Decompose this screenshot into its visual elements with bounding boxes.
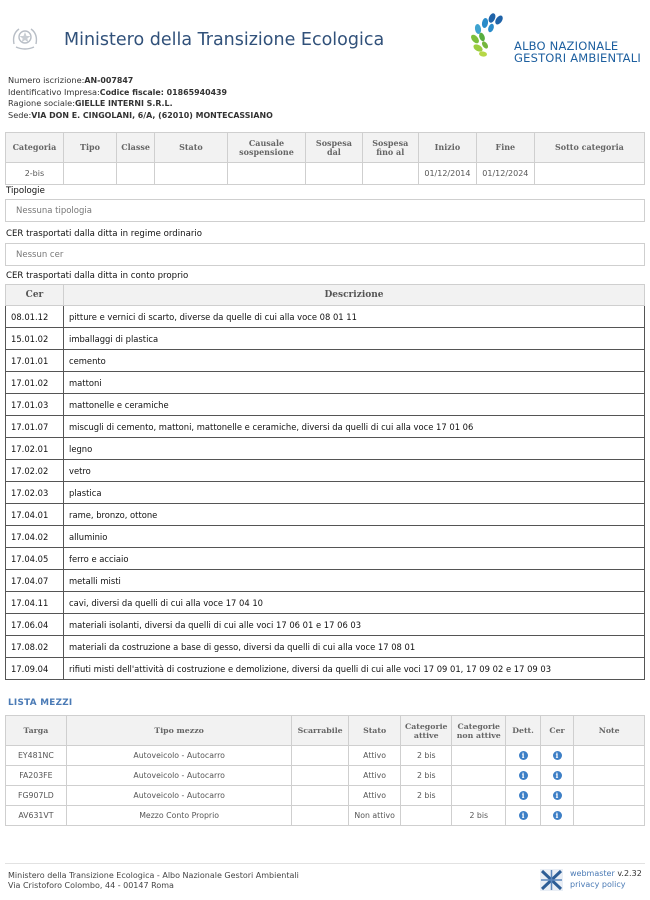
sede [8, 110, 273, 122]
table-cell: Attivo [348, 786, 401, 806]
italian-republic-emblem-icon [10, 24, 40, 52]
page-header [0, 0, 650, 72]
cer-description: pitture e vernici di scarto, diverse da quelle di cui alla voce 08 01 11 [64, 306, 645, 328]
column-header: Classe [117, 133, 155, 163]
column-header: Stato [155, 133, 228, 163]
column-header: Dett. [506, 716, 540, 746]
cer-code: 17.02.03 [6, 482, 64, 504]
table-cell: FA203FE [6, 766, 67, 786]
column-header: Sospesa fino al [362, 133, 418, 163]
dett-info-icon[interactable]: i [519, 811, 528, 820]
column-header: Tipo mezzo [66, 716, 292, 746]
cer-description: materiali da costruzione a base di gesso, diversi da quelli di cui alla voce 17 08 01 [64, 636, 645, 658]
cer-code: 17.02.01 [6, 438, 64, 460]
column-header: Categorie attive [401, 716, 452, 746]
column-header: Scarrabile [292, 716, 348, 746]
table-cell: Attivo [348, 766, 401, 786]
table-cell [506, 806, 540, 826]
cer-code: 17.09.04 [6, 658, 64, 680]
version-text: v.2.32 [617, 869, 642, 878]
footer-line-2: Via Cristoforo Colombo, 44 - 00147 Roma [8, 881, 174, 890]
table-row [6, 766, 645, 786]
cer-description: alluminio [64, 526, 645, 548]
ragione-sociale [8, 98, 273, 110]
cer-code: 17.04.05 [6, 548, 64, 570]
table-row [6, 636, 645, 658]
column-header: Note [574, 716, 645, 746]
numero-iscrizione [8, 75, 273, 87]
table-cell [401, 806, 452, 826]
cer-code: 17.04.07 [6, 570, 64, 592]
note-cell [574, 786, 645, 806]
cer-description: rame, bronzo, ottone [64, 504, 645, 526]
dett-info-icon[interactable]: i [519, 751, 528, 760]
table-cell [540, 786, 574, 806]
table-cell [292, 746, 348, 766]
ministry-title: Ministero della Transizione Ecologica [64, 30, 385, 50]
numero-value: AN-007847 [84, 76, 134, 85]
albo-line-2: GESTORI AMBIENTALI [514, 51, 641, 65]
table-cell [306, 163, 362, 185]
column-header: Categoria [6, 133, 64, 163]
ragione-value: GIELLE INTERNI S.R.L. [74, 99, 173, 108]
table-row [6, 504, 645, 526]
categories-table [5, 132, 645, 185]
column-header: Categorie non attive [452, 716, 506, 746]
dett-info-icon[interactable]: i [519, 771, 528, 780]
mezzi-table [5, 715, 645, 826]
column-header: Sotto categoria [534, 133, 644, 163]
cer-description: ferro e acciaio [64, 548, 645, 570]
cer-code: 17.01.02 [6, 372, 64, 394]
tipologie-label: Tipologie [6, 186, 45, 196]
cer-proprio-table [5, 284, 645, 680]
table-row [6, 350, 645, 372]
table-row [6, 570, 645, 592]
table-cell: Attivo [348, 746, 401, 766]
column-header: Cer [540, 716, 574, 746]
table-cell [452, 786, 506, 806]
table-cell [63, 163, 116, 185]
table-cell [506, 746, 540, 766]
table-cell: 2 bis [401, 746, 452, 766]
table-cell [506, 786, 540, 806]
column-header: Fine [476, 133, 534, 163]
table-cell [506, 766, 540, 786]
sede-value: VIA DON E. CINGOLANI, 6/A, (62010) MONTECASSIANO [31, 110, 273, 120]
company-info [8, 75, 273, 121]
table-cell: 2-bis [6, 163, 64, 185]
table-cell [292, 786, 348, 806]
table-cell: Autoveicolo - Autocarro [66, 786, 292, 806]
column-header: Descrizione [64, 285, 645, 306]
column-header: Inizio [418, 133, 476, 163]
ragione-label: Ragione sociale: [8, 98, 75, 108]
table-cell: EY481NC [6, 746, 67, 766]
cer-description: mattoni [64, 372, 645, 394]
cer-description: metalli misti [64, 570, 645, 592]
cer-code: 15.01.02 [6, 328, 64, 350]
table-row [6, 416, 645, 438]
table-row [6, 746, 645, 766]
cer-info-icon[interactable]: i [553, 771, 562, 780]
table-cell [540, 746, 574, 766]
identificativo-impresa [8, 87, 273, 99]
lista-mezzi-title: LISTA MEZZI [8, 698, 73, 708]
table-cell: Autoveicolo - Autocarro [66, 746, 292, 766]
cer-info-icon[interactable]: i [553, 791, 562, 800]
sede-label: Sede: [8, 109, 32, 120]
table-row [6, 372, 645, 394]
cer-code: 17.04.01 [6, 504, 64, 526]
table-cell [540, 766, 574, 786]
cer-ordinario-box: Nessun cer [5, 243, 645, 266]
footer-address [8, 871, 299, 891]
ident-label: Identificativo Impresa: [8, 86, 100, 97]
ident-value: Codice fiscale: 01865940439 [99, 87, 228, 97]
dett-info-icon[interactable]: i [519, 791, 528, 800]
table-cell: 01/12/2024 [476, 163, 534, 185]
note-cell [574, 746, 645, 766]
albo-logo-icon [470, 12, 506, 58]
note-cell [574, 806, 645, 826]
table-row [6, 482, 645, 504]
table-cell [452, 766, 506, 786]
table-row [6, 526, 645, 548]
table-cell [362, 163, 418, 185]
cer-code: 17.02.02 [6, 460, 64, 482]
webmaster-link[interactable]: webmaster [570, 869, 615, 878]
tipologie-box: Nessuna tipologia [5, 199, 645, 222]
table-cell: 2 bis [401, 766, 452, 786]
cer-code: 17.04.02 [6, 526, 64, 548]
cer-description: miscugli di cemento, mattoni, mattonelle e ceramiche, diversi da quelli di cui alla voce 17 01 06 [64, 416, 645, 438]
cer-code: 17.06.04 [6, 614, 64, 636]
table-cell: 01/12/2014 [418, 163, 476, 185]
table-row [6, 658, 645, 680]
footer-links [570, 869, 642, 890]
table-row [6, 306, 645, 328]
table-cell [534, 163, 644, 185]
cer-code: 17.04.11 [6, 592, 64, 614]
table-row [6, 438, 645, 460]
table-cell [452, 746, 506, 766]
table-row [6, 592, 645, 614]
cer-info-icon[interactable]: i [553, 811, 562, 820]
footer-divider [5, 863, 645, 864]
cer-description: cavi, diversi da quelli di cui alla voce 17 04 10 [64, 592, 645, 614]
table-cell [155, 163, 228, 185]
table-cell [117, 163, 155, 185]
cer-info-icon[interactable]: i [553, 751, 562, 760]
table-cell: AV631VT [6, 806, 67, 826]
albo-line-1: ALBO NAZIONALE [514, 39, 619, 53]
cer-description: mattonelle e ceramiche [64, 394, 645, 416]
column-header: Tipo [63, 133, 116, 163]
cer-description: imballaggi di plastica [64, 328, 645, 350]
table-cell [540, 806, 574, 826]
numero-label: Numero iscrizione: [8, 75, 85, 85]
table-row [6, 614, 645, 636]
table-row [6, 806, 645, 826]
table-cell: Autoveicolo - Autocarro [66, 766, 292, 786]
table-cell: FG907LD [6, 786, 67, 806]
table-cell [227, 163, 306, 185]
table-row [6, 548, 645, 570]
column-header: Cer [6, 285, 64, 306]
column-header: Sospesa dal [306, 133, 362, 163]
cer-description: rifiuti misti dell'attività di costruzione e demolizione, diversi da quelli di cui alle voci 17 09 01, 17 09 02 e 17 09 03 [64, 658, 645, 680]
table-row [6, 786, 645, 806]
column-header: Stato [348, 716, 401, 746]
cer-description: vetro [64, 460, 645, 482]
cer-proprio-label: CER trasportati dalla ditta in conto proprio [6, 271, 189, 281]
w3c-validation-badge-icon [540, 869, 563, 891]
cer-ordinario-label: CER trasportati dalla ditta in regime ordinario [6, 229, 203, 239]
footer-line-1: Ministero della Transizione Ecologica - Albo Nazionale Gestori Ambientali [8, 871, 299, 880]
table-cell [292, 806, 348, 826]
cer-description: plastica [64, 482, 645, 504]
privacy-policy-link[interactable]: privacy policy [570, 879, 626, 889]
table-row [6, 328, 645, 350]
albo-logo-text [514, 40, 641, 64]
table-cell: 2 bis [452, 806, 506, 826]
table-row [6, 394, 645, 416]
cer-description: cemento [64, 350, 645, 372]
cer-code: 17.01.01 [6, 350, 64, 372]
cer-code: 17.01.03 [6, 394, 64, 416]
cer-description: materiali isolanti, diversi da quelli di cui alle voci 17 06 01 e 17 06 03 [64, 614, 645, 636]
cer-code: 08.01.12 [6, 306, 64, 328]
table-row [6, 460, 645, 482]
cer-code: 17.01.07 [6, 416, 64, 438]
cer-code: 17.08.02 [6, 636, 64, 658]
column-header: Causale sospensione [227, 133, 306, 163]
table-row [6, 163, 645, 185]
cer-description: legno [64, 438, 645, 460]
note-cell [574, 766, 645, 786]
table-cell: Mezzo Conto Proprio [66, 806, 292, 826]
table-cell [292, 766, 348, 786]
column-header: Targa [6, 716, 67, 746]
table-cell: Non attivo [348, 806, 401, 826]
table-cell: 2 bis [401, 786, 452, 806]
